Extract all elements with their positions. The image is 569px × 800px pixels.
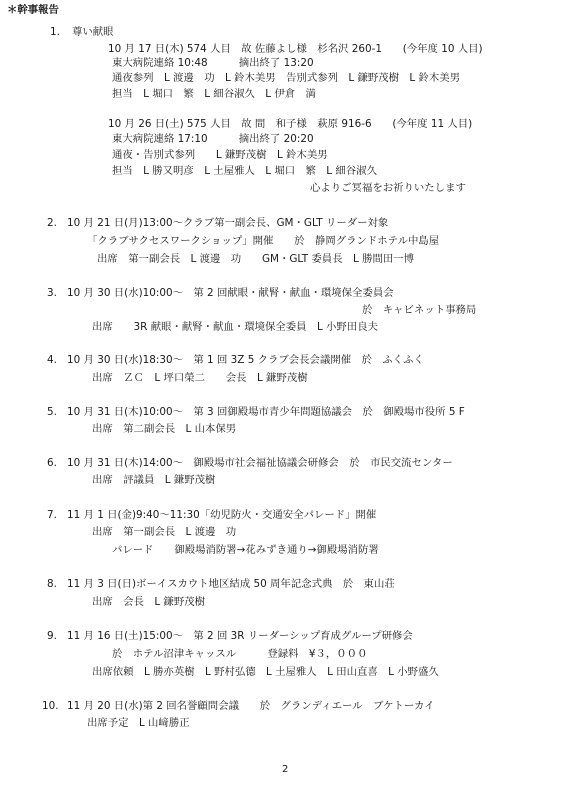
report-line: 出席 会長 L 鎌野茂樹 — [92, 596, 205, 608]
report-line: 出席 第一副会長 L 渡邊 功 — [92, 526, 237, 538]
section-number: 7. — [47, 509, 57, 521]
report-line: 出席 第二副会長 L 山本保男 — [92, 423, 237, 435]
report-line: 11 月 1 日(金)9:40～11:30「幼児防火・交通安全パレード」開催 — [67, 509, 377, 521]
report-line: 担当 L 勝又明彦 L 土屋雅人 L 堀口 繁 L 細谷淑久 — [112, 165, 377, 177]
report-line: 10 月 17 日(木) 574 人目 故 佐藤よし様 杉名沢 260-1 (今年度 10 人目) — [108, 43, 483, 55]
report-line: 11 月 16 日(土)15:00～ 第 2 回 3R リーダーシップ育成グループ研修会 — [67, 630, 413, 642]
report-line: 於 ホテル沼津キャッスル 登録料 ¥３，０００ — [112, 648, 368, 660]
section-title: 尊い献眼 — [72, 26, 114, 38]
section-number: 3. — [47, 287, 57, 299]
report-line: 11 月 3 日(日)ボーイスカウト地区結成 50 周年記念式典 於 東山荘 — [67, 578, 395, 590]
report-line: 出席 第一副会長 L 渡邊 功 GM・GLT 委員長 L 勝間田一博 — [97, 253, 415, 265]
section-number: 5. — [47, 406, 57, 418]
report-line: 通夜・告別式参列 L 鎌野茂樹 L 鈴木美男 — [112, 149, 328, 161]
report-heading: ＊幹事報告 — [7, 4, 59, 16]
section-number: 1. — [50, 26, 60, 38]
section-number: 10. — [42, 700, 59, 712]
report-line: 10 月 31 日(木)10:00～ 第 3 回御殿場市青少年問題協議会 於 御殿場市役所 5 F — [67, 406, 465, 418]
report-line: 10 月 31 日(木)14:00～ 御殿場市社会福祉協議会研修会 於 市民交流センター — [67, 457, 453, 469]
report-line: 出席 評議員 L 鎌野茂樹 — [92, 474, 216, 486]
report-line: 出席 ＺＣ L 坪口榮二 会長 L 鎌野茂樹 — [92, 372, 308, 384]
report-line: 10 月 30 日(水)10:00～ 第 2 回献眼・献腎・献血・環境保全委員会 — [67, 287, 394, 299]
section-number: 2. — [47, 217, 57, 229]
condolence-line: 心よりご冥福をお祈りいたします — [310, 182, 466, 194]
report-line: 10 月 26 日(土) 575 人目 故 間 和子様 萩原 916-6 (今年度 11 人目) — [108, 118, 473, 130]
section-number: 9. — [47, 630, 57, 642]
report-line: 出席予定 L 山﨑勝正 — [87, 717, 190, 729]
section-number: 6. — [47, 457, 57, 469]
report-line: 於 キャビネット事務局 — [362, 304, 477, 316]
report-line: 担当 L 堀口 繁 L 細谷淑久 L 伊倉 満 — [112, 88, 316, 100]
report-line: 10 月 21 日(月)13:00～クラブ第一副会長、GM・GLT リーダー対象 — [67, 217, 389, 229]
report-line: 東大病院連絡 10:48 摘出終了 13:20 — [112, 57, 314, 69]
report-line: 出席依頼 L 勝亦英樹 L 野村弘德 L 土屋雅人 L 田山直喜 L 小野盛久 — [92, 666, 439, 678]
section-number: 4. — [47, 354, 57, 366]
report-line: 「クラブサクセスワークショップ」開催 於 静岡グランドホテル中島屋 — [87, 235, 440, 247]
report-line: 10 月 30 日(水)18:30～ 第 1 回 3Z 5 クラブ会長会議開催 於 ふくふく — [67, 354, 424, 366]
report-line: 11 月 20 日(水)第 2 回名誉顧問会議 於 グランディエール ブケトーカイ — [67, 700, 435, 712]
page-number: 2 — [282, 764, 289, 775]
report-line: 通夜参列 L 渡邊 功 L 鈴木美男 告別式参列 L 鎌野茂樹 L 鈴木美男 — [112, 72, 461, 84]
report-line: 東大病院連絡 17:10 摘出終了 20:20 — [112, 133, 314, 145]
section-number: 8. — [47, 578, 57, 590]
report-line: 出席 3R 献眼・献腎・献血・環境保全委員 L 小野田良夫 — [92, 321, 378, 333]
report-line: パレード 御殿場消防署→花みずき通り→御殿場消防署 — [112, 544, 379, 556]
